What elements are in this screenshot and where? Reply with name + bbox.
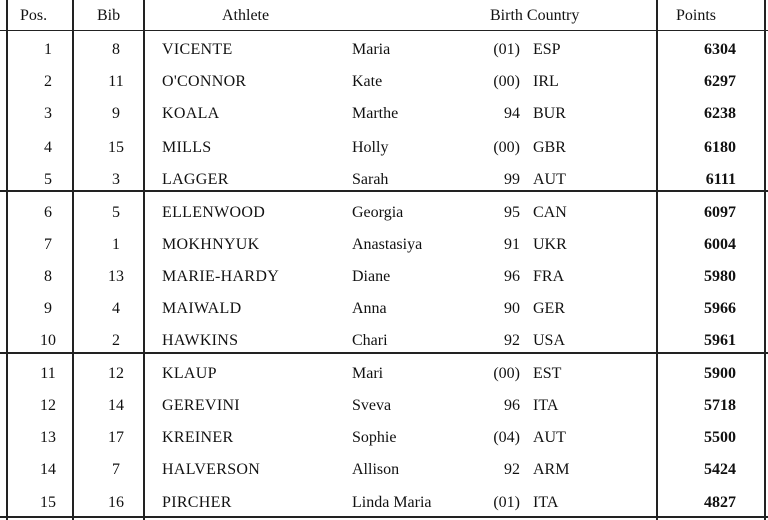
points-cell: 6097 (704, 204, 736, 221)
country-cell: EST (533, 365, 562, 382)
surname-cell: KREINER (162, 429, 234, 446)
country-cell: CAN (533, 204, 567, 221)
first-name-cell: Allison (352, 461, 400, 478)
first-name-cell: Sophie (352, 429, 397, 446)
surname-cell: HALVERSON (162, 461, 261, 478)
table-row (0, 98, 768, 130)
country-cell: USA (533, 332, 566, 349)
surname-cell: MILLS (162, 139, 212, 156)
bib-cell: 5 (112, 204, 120, 221)
header-points: Points (676, 7, 717, 24)
country-cell: AUT (533, 171, 566, 188)
surname-cell: KOALA (162, 105, 220, 122)
points-cell: 6111 (705, 171, 736, 188)
birth-year-cell: 99 (504, 171, 520, 188)
bib-cell: 9 (112, 105, 120, 122)
country-cell: ITA (533, 397, 559, 414)
points-cell: 6180 (704, 139, 736, 156)
bib-cell: 3 (112, 171, 120, 188)
table-row (0, 66, 768, 98)
birth-year-cell: 91 (504, 236, 520, 253)
first-name-cell: Anna (352, 300, 387, 317)
first-name-cell: Diane (352, 268, 391, 285)
table-header (0, 0, 768, 31)
header-bib: Bib (97, 7, 121, 24)
points-cell: 6004 (704, 236, 736, 253)
surname-cell: MARIE-HARDY (162, 268, 280, 285)
table-row (0, 164, 768, 196)
table-row (0, 487, 768, 519)
points-cell: 5966 (704, 300, 736, 317)
position-cell: 9 (44, 300, 52, 317)
surname-cell: ELLENWOOD (162, 204, 266, 221)
birth-year-cell: 96 (504, 268, 520, 285)
bib-cell: 13 (108, 268, 124, 285)
points-cell: 6238 (704, 105, 736, 122)
country-cell: UKR (533, 236, 567, 253)
surname-cell: LAGGER (162, 171, 229, 188)
country-cell: IRL (533, 73, 559, 90)
position-cell: 7 (44, 236, 52, 253)
points-cell: 5718 (704, 397, 736, 414)
birth-year-cell: (00) (493, 365, 520, 382)
surname-cell: O'CONNOR (162, 73, 247, 90)
surname-cell: PIRCHER (162, 494, 232, 511)
first-name-cell: Anastasiya (352, 236, 423, 253)
birth-year-cell: (01) (493, 494, 520, 511)
birth-year-cell: 92 (504, 332, 520, 349)
bib-cell: 17 (108, 429, 124, 446)
position-cell: 1 (44, 41, 52, 58)
table-row (0, 293, 768, 325)
position-cell: 13 (40, 429, 56, 446)
bib-cell: 2 (112, 332, 120, 349)
position-cell: 4 (44, 139, 52, 156)
country-cell: ARM (533, 461, 570, 478)
surname-cell: GEREVINI (162, 397, 240, 414)
points-cell: 4827 (704, 494, 736, 511)
position-cell: 14 (40, 461, 56, 478)
table-row (0, 229, 768, 261)
points-cell: 5961 (704, 332, 736, 349)
position-cell: 2 (44, 73, 52, 90)
first-name-cell: Linda Maria (352, 494, 432, 511)
surname-cell: VICENTE (162, 41, 233, 58)
position-cell: 6 (44, 204, 52, 221)
table-row (0, 454, 768, 486)
first-name-cell: Sarah (352, 171, 389, 188)
first-name-cell: Marthe (352, 105, 399, 122)
country-cell: GER (533, 300, 565, 317)
birth-year-cell: (01) (493, 41, 520, 58)
points-cell: 5424 (704, 461, 736, 478)
birth-year-cell: 92 (504, 461, 520, 478)
surname-cell: MAIWALD (162, 300, 242, 317)
bib-cell: 4 (112, 300, 120, 317)
table-row (0, 261, 768, 293)
points-cell: 5980 (704, 268, 736, 285)
points-cell: 6297 (704, 73, 736, 90)
table-row (0, 422, 768, 454)
header-athlete: Athlete (222, 7, 270, 24)
surname-cell: KLAUP (162, 365, 217, 382)
first-name-cell: Sveva (352, 397, 392, 414)
bib-cell: 12 (108, 365, 124, 382)
bib-cell: 1 (112, 236, 120, 253)
surname-cell: MOKHNYUK (162, 236, 260, 253)
bib-cell: 8 (112, 41, 120, 58)
bib-cell: 14 (108, 397, 124, 414)
birth-year-cell: 94 (504, 105, 520, 122)
surname-cell: HAWKINS (162, 332, 239, 349)
points-cell: 5500 (704, 429, 736, 446)
country-cell: BUR (533, 105, 566, 122)
position-cell: 12 (40, 397, 56, 414)
bib-cell: 15 (108, 139, 124, 156)
first-name-cell: Kate (352, 73, 383, 90)
header-birth-country: Birth Country (490, 7, 580, 24)
country-cell: FRA (533, 268, 565, 285)
birth-year-cell: (04) (493, 429, 520, 446)
country-cell: ITA (533, 494, 559, 511)
position-cell: 11 (40, 365, 56, 382)
birth-year-cell: 96 (504, 397, 520, 414)
position-cell: 15 (40, 494, 56, 511)
position-cell: 10 (40, 332, 56, 349)
first-name-cell: Mari (352, 365, 384, 382)
first-name-cell: Chari (352, 332, 388, 349)
points-cell: 6304 (704, 41, 736, 58)
country-cell: GBR (533, 139, 566, 156)
birth-year-cell: (00) (493, 139, 520, 156)
first-name-cell: Maria (352, 41, 391, 58)
position-cell: 5 (44, 171, 52, 188)
position-cell: 3 (44, 105, 52, 122)
country-cell: ESP (533, 41, 561, 58)
birth-year-cell: (00) (493, 73, 520, 90)
bib-cell: 11 (108, 73, 124, 90)
header-pos: Pos. (20, 7, 48, 24)
birth-year-cell: 95 (504, 204, 520, 221)
bib-cell: 16 (108, 494, 124, 511)
table-row (0, 390, 768, 422)
first-name-cell: Holly (352, 139, 389, 156)
first-name-cell: Georgia (352, 204, 404, 221)
position-cell: 8 (44, 268, 52, 285)
points-cell: 5900 (704, 365, 736, 382)
bib-cell: 7 (112, 461, 120, 478)
table-row (0, 132, 768, 164)
table-row (0, 197, 768, 229)
table-row (0, 325, 768, 357)
country-cell: AUT (533, 429, 566, 446)
birth-year-cell: 90 (504, 300, 520, 317)
table-row (0, 358, 768, 390)
table-row (0, 34, 768, 66)
